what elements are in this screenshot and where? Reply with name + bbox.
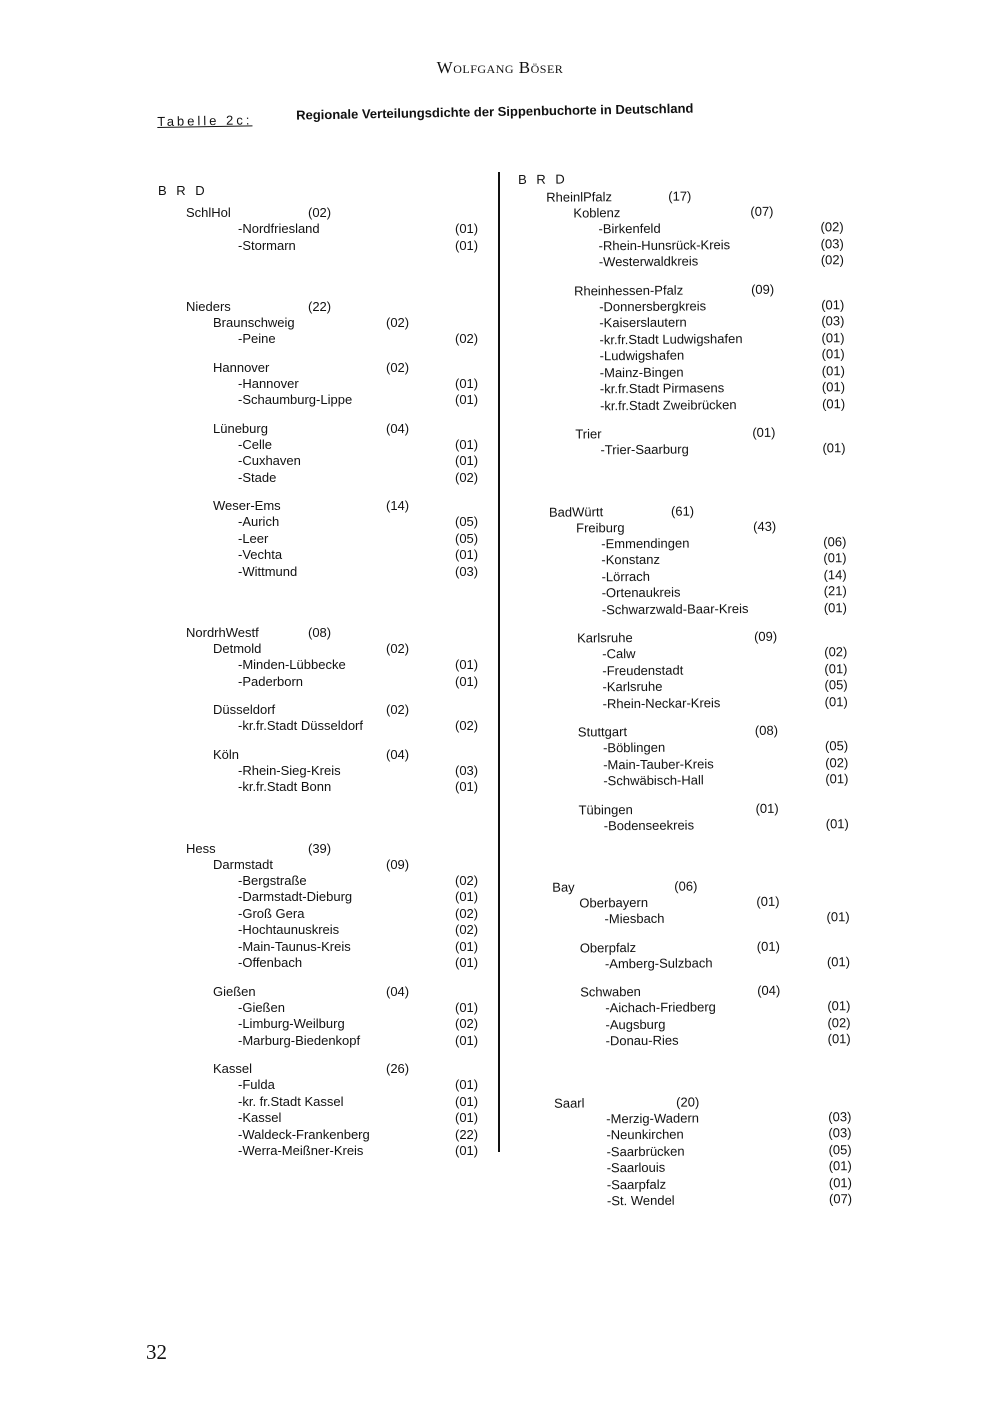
district-count: (01) — [455, 938, 479, 954]
district-row — [524, 816, 864, 835]
district-count: (02) — [825, 754, 849, 770]
district-count: (01) — [826, 909, 850, 925]
district-name: -Kassel — [238, 1110, 282, 1125]
region-name: Tübingen — [578, 801, 633, 817]
district-row — [158, 331, 493, 348]
district-row — [520, 396, 860, 415]
region-name: Gießen — [213, 983, 256, 999]
district-count: (03) — [828, 1125, 852, 1141]
region-name: Schwaben — [580, 983, 641, 1000]
district-count: (01) — [455, 221, 479, 236]
district-name: -Ortenaukreis — [601, 584, 681, 601]
region-block — [524, 800, 864, 835]
region-block — [158, 421, 493, 487]
region-row — [158, 315, 493, 331]
region-row — [158, 1061, 493, 1077]
district-name: -Marburg-Biedenkopf — [238, 1032, 361, 1048]
region-count: (14) — [386, 498, 410, 513]
region-block — [158, 984, 493, 1050]
region-row — [158, 360, 493, 376]
district-name: -Lörrach — [601, 568, 651, 584]
district-row — [158, 376, 493, 393]
region-block — [522, 628, 863, 713]
district-count: (01) — [455, 779, 479, 794]
district-row — [158, 392, 493, 409]
district-name: -Schwäbisch-Hall — [603, 772, 704, 789]
district-name: -Neunkirchen — [606, 1126, 684, 1143]
region-block — [158, 498, 493, 580]
state-name: RheinlPfalz — [546, 189, 613, 205]
region-count: (04) — [386, 746, 410, 762]
district-count: (01) — [821, 395, 846, 411]
district-name: -Schwarzwald-Baar-Kreis — [601, 600, 749, 617]
district-count: (01) — [824, 693, 848, 709]
district-count: (01) — [821, 346, 845, 362]
district-name: -Saarlouis — [606, 1159, 666, 1176]
district-row — [158, 221, 493, 238]
region-name: Oberbayern — [579, 894, 649, 911]
district-row — [158, 1127, 493, 1144]
district-count: (01) — [455, 955, 479, 970]
region-count: (04) — [386, 983, 410, 999]
district-name: -Waldeck-Frankenberg — [238, 1126, 370, 1142]
district-count: (01) — [455, 1032, 479, 1048]
district-name: -kr.fr.Stadt Ludwigshafen — [599, 330, 743, 347]
district-count: (01) — [821, 296, 845, 312]
state-name: SchlHol — [186, 205, 231, 220]
district-count: (03) — [828, 1108, 852, 1124]
district-count: (01) — [827, 1031, 851, 1047]
district-count: (06) — [823, 533, 847, 549]
region-count: (26) — [386, 1061, 410, 1076]
region-row — [158, 498, 493, 514]
region-row — [158, 641, 493, 657]
region-count: (02) — [386, 702, 410, 717]
district-name: -Aurich — [238, 514, 280, 529]
district-name: -Amberg-Sulzbach — [604, 954, 713, 971]
district-name: -Rhein-Neckar-Kreis — [602, 694, 721, 711]
district-row — [158, 1110, 493, 1127]
district-name: -Schaumburg-Lippe — [238, 392, 353, 407]
district-count: (01) — [455, 375, 479, 391]
left-column — [158, 183, 493, 1160]
region-name: Detmold — [213, 641, 262, 656]
district-name: -Main-Taunus-Kreis — [238, 938, 351, 954]
district-name: -Wittmund — [238, 563, 298, 579]
district-count: (01) — [455, 1093, 479, 1109]
region-count: (08) — [754, 722, 779, 738]
district-name: -Miesbach — [604, 910, 665, 927]
district-row — [158, 718, 493, 735]
district-name: -Donau-Ries — [605, 1032, 679, 1049]
district-row — [158, 955, 493, 972]
region-count: (09) — [386, 856, 410, 872]
state-count: (61) — [670, 502, 695, 519]
district-row — [158, 889, 493, 906]
district-count: (01) — [823, 550, 847, 566]
district-count: (01) — [827, 998, 851, 1014]
district-count: (01) — [825, 771, 849, 787]
district-count: (01) — [828, 1174, 853, 1190]
district-count: (01) — [455, 237, 479, 253]
region-name: Darmstadt — [213, 856, 273, 872]
state-name: Bay — [552, 879, 575, 895]
district-name: -Leer — [238, 530, 269, 546]
region-block — [158, 747, 493, 796]
region-name: Hannover — [213, 359, 270, 375]
region-row — [158, 984, 493, 1000]
district-name: -Minden-Lübbecke — [238, 657, 346, 672]
district-name: -Rhein-Sieg-Kreis — [238, 762, 341, 778]
district-count: (03) — [455, 762, 479, 778]
district-name: -Gießen — [238, 999, 285, 1015]
region-block — [523, 722, 864, 790]
region-block — [524, 893, 864, 928]
district-count: (01) — [821, 362, 845, 378]
region-name: Trier — [575, 426, 602, 442]
district-count: (02) — [455, 331, 479, 346]
table-caption — [157, 96, 857, 132]
district-name: -Peine — [238, 331, 276, 346]
district-name: -Nordfriesland — [238, 221, 320, 236]
region-name: Kassel — [213, 1061, 253, 1076]
district-name: -Birkenfeld — [598, 220, 661, 237]
region-name: Braunschweig — [213, 315, 295, 330]
district-row — [158, 1033, 493, 1050]
region-name: Oberpfalz — [579, 939, 637, 955]
region-block — [158, 702, 493, 735]
region-count: (09) — [750, 281, 775, 297]
district-name: -Celle — [238, 436, 272, 452]
district-count: (02) — [455, 1016, 479, 1031]
district-name: -kr.fr.Stadt Zweibrücken — [599, 396, 737, 413]
state-row — [158, 205, 493, 221]
region-block — [158, 221, 493, 254]
district-name: -Saarbrücken — [606, 1143, 685, 1159]
district-row — [522, 600, 862, 619]
district-count: (21) — [823, 583, 847, 599]
state-name: BadWürtt — [548, 503, 604, 520]
state-count: (39) — [308, 840, 332, 856]
district-count: (02) — [820, 252, 844, 268]
region-row — [158, 857, 493, 873]
district-name: -Vechta — [238, 547, 283, 562]
district-count: (05) — [824, 738, 849, 754]
district-count: (01) — [455, 392, 479, 407]
region-block — [158, 641, 493, 690]
district-name: -kr.fr.Stadt Pirmasens — [599, 380, 725, 397]
state-count: (08) — [308, 625, 332, 640]
region-count: (01) — [755, 800, 779, 816]
district-row — [527, 1191, 867, 1210]
district-row — [158, 564, 493, 581]
region-name: Rheinhessen-Pfalz — [573, 282, 684, 299]
region-row — [158, 747, 493, 763]
district-count: (02) — [827, 1014, 851, 1030]
region-block — [158, 1061, 493, 1160]
district-row — [524, 909, 864, 928]
district-count: (02) — [455, 469, 479, 485]
region-block — [525, 938, 865, 973]
state-name: NordrhWestf — [186, 625, 259, 640]
district-count: (01) — [455, 673, 479, 689]
district-count: (14) — [823, 566, 847, 582]
region-name: Stuttgart — [577, 724, 628, 740]
district-count: (01) — [824, 660, 848, 676]
state-name: Nieders — [186, 299, 231, 314]
region-block — [519, 281, 860, 415]
district-count: (05) — [455, 514, 479, 529]
district-name: -kr. fr.Stadt Kassel — [238, 1093, 344, 1109]
district-name: -Freudenstadt — [602, 662, 684, 678]
region-name: Freiburg — [576, 519, 625, 536]
district-name: -Darmstadt-Dieburg — [238, 889, 353, 904]
district-name: -Aichach-Friedberg — [605, 999, 716, 1016]
state-count: (17) — [668, 188, 692, 204]
region-name: Weser-Ems — [213, 498, 281, 513]
region-name: Koblenz — [573, 205, 621, 221]
state-row — [158, 625, 493, 641]
district-count: (01) — [455, 453, 479, 468]
state-count: (06) — [674, 878, 698, 894]
region-block — [526, 1108, 867, 1210]
district-count: (01) — [455, 547, 479, 562]
district-row — [523, 771, 863, 790]
district-row — [158, 763, 493, 780]
state-count: (20) — [676, 1093, 700, 1110]
district-row — [158, 1016, 493, 1033]
district-row — [158, 238, 493, 255]
page-number: 32 — [146, 1340, 167, 1364]
region-count: (04) — [757, 982, 781, 998]
region-name: Karlsruhe — [577, 630, 633, 646]
district-name: -Westerwaldkreis — [598, 253, 699, 270]
district-count: (01) — [825, 815, 849, 831]
district-name: -Offenbach — [238, 955, 303, 970]
district-count: (01) — [455, 1077, 479, 1092]
district-row — [158, 1094, 493, 1111]
district-name: -Rhein-Hunsrück-Kreis — [598, 236, 731, 253]
district-row — [526, 1031, 866, 1050]
district-name: -Werra-Meißner-Kreis — [238, 1143, 364, 1158]
district-count: (22) — [455, 1126, 479, 1142]
district-row — [158, 531, 493, 548]
district-name: -Mainz-Bingen — [599, 364, 684, 380]
district-row — [158, 1077, 493, 1094]
state-name: Saarl — [554, 1094, 585, 1111]
region-count: (09) — [753, 628, 778, 644]
district-row — [158, 514, 493, 531]
district-row — [158, 674, 493, 691]
district-row — [158, 1143, 493, 1160]
district-count: (03) — [821, 313, 845, 329]
district-row — [519, 252, 859, 271]
region-block — [520, 424, 860, 459]
district-row — [158, 453, 493, 470]
district-count: (01) — [455, 436, 479, 452]
district-name: -kr.fr.Stadt Bonn — [238, 779, 332, 794]
region-name: Düsseldorf — [213, 702, 276, 717]
region-block — [518, 203, 859, 271]
district-count: (02) — [455, 872, 479, 888]
district-name: -Fulda — [238, 1077, 275, 1092]
district-row — [158, 939, 493, 956]
state-row — [158, 841, 493, 857]
region-block — [525, 982, 866, 1050]
district-name: -Stade — [238, 469, 277, 485]
district-count: (01) — [455, 889, 479, 904]
district-count: (01) — [823, 599, 848, 615]
table-caption-text: Regionale Verteilungsdichte der Sippenbuchorte in Deutschland — [296, 100, 694, 123]
district-name: -Hochtaunuskreis — [238, 922, 340, 937]
region-name: Köln — [213, 746, 240, 762]
district-row — [158, 873, 493, 890]
region-block — [158, 360, 493, 409]
country-heading: B R D — [158, 183, 208, 198]
district-count: (02) — [824, 644, 848, 660]
region-row — [158, 702, 493, 718]
table-caption-label: Tabelle 2c: — [157, 112, 253, 129]
region-block — [158, 857, 493, 972]
district-name: -Bergstraße — [238, 872, 307, 888]
district-row — [158, 470, 493, 487]
district-name: -Kaiserslautern — [599, 314, 687, 331]
district-name: -Cuxhaven — [238, 453, 301, 468]
region-count: (04) — [386, 420, 410, 436]
district-count: (01) — [826, 953, 851, 969]
district-count: (02) — [820, 219, 844, 235]
region-count: (07) — [750, 203, 774, 219]
district-name: -Paderborn — [238, 673, 304, 689]
state-name: Hess — [186, 840, 216, 856]
state-count: (02) — [308, 205, 332, 220]
district-row — [158, 779, 493, 796]
region-count: (02) — [386, 641, 410, 656]
district-name: -Emmendingen — [601, 535, 690, 551]
district-count: (02) — [455, 922, 479, 937]
district-row — [158, 657, 493, 674]
region-count: (01) — [756, 938, 780, 954]
state-count: (22) — [308, 299, 332, 314]
district-name: -Main-Tauber-Kreis — [603, 755, 714, 772]
district-count: (07) — [828, 1191, 853, 1207]
region-count: (02) — [386, 359, 410, 375]
district-count: (01) — [455, 1143, 479, 1158]
region-block — [158, 315, 493, 348]
district-row — [158, 437, 493, 454]
district-row — [520, 440, 860, 459]
column-divider — [498, 172, 500, 1152]
right-column — [518, 169, 867, 1210]
district-name: -Bodenseekreis — [603, 816, 695, 833]
running-header: Wolfgang Böser — [436, 58, 564, 77]
district-name: -Groß Gera — [238, 905, 305, 921]
district-name: -Calw — [602, 645, 636, 662]
district-name: -Limburg-Weilburg — [238, 1016, 345, 1031]
district-name: -Saarpfalz — [606, 1176, 667, 1192]
district-row — [158, 1000, 493, 1017]
district-name: -Trier-Saarburg — [600, 441, 689, 458]
district-name: -Stormarn — [238, 237, 296, 253]
district-row — [525, 954, 865, 973]
district-name: -Merzig-Wadern — [606, 1109, 700, 1126]
district-count: (02) — [455, 718, 479, 733]
district-row — [158, 547, 493, 564]
district-row — [523, 694, 863, 713]
district-count: (01) — [822, 440, 846, 456]
region-name: Lüneburg — [213, 420, 268, 436]
district-name: -Augsburg — [605, 1016, 666, 1032]
district-count: (03) — [455, 563, 479, 579]
district-name: -Karlsruhe — [602, 678, 663, 695]
region-block — [521, 518, 862, 619]
district-name: -Ludwigshafen — [599, 347, 685, 364]
district-count: (01) — [821, 329, 845, 345]
district-count: (01) — [455, 999, 479, 1015]
district-count: (05) — [455, 530, 479, 546]
district-count: (01) — [455, 657, 479, 672]
district-row — [158, 922, 493, 939]
district-name: -Böblingen — [602, 739, 666, 756]
district-count: (01) — [455, 1110, 479, 1125]
state-row — [158, 299, 493, 315]
region-count: (02) — [386, 315, 410, 330]
region-count: (01) — [752, 424, 776, 440]
district-count: (05) — [824, 677, 848, 693]
district-name: -Donnersbergkreis — [599, 297, 707, 314]
district-count: (05) — [828, 1141, 852, 1157]
district-count: (01) — [828, 1158, 852, 1174]
district-count: (01) — [821, 379, 846, 395]
region-row — [158, 421, 493, 437]
district-count: (03) — [820, 235, 844, 251]
country-heading: B R D — [518, 171, 568, 187]
district-name: -St. Wendel — [606, 1192, 675, 1209]
district-count: (02) — [455, 905, 479, 921]
district-name: -kr.fr.Stadt Düsseldorf — [238, 718, 363, 733]
region-count: (43) — [753, 518, 777, 534]
district-name: -Hannover — [238, 375, 299, 391]
district-name: -Konstanz — [601, 551, 660, 568]
district-row — [158, 906, 493, 923]
region-count: (01) — [756, 893, 780, 909]
